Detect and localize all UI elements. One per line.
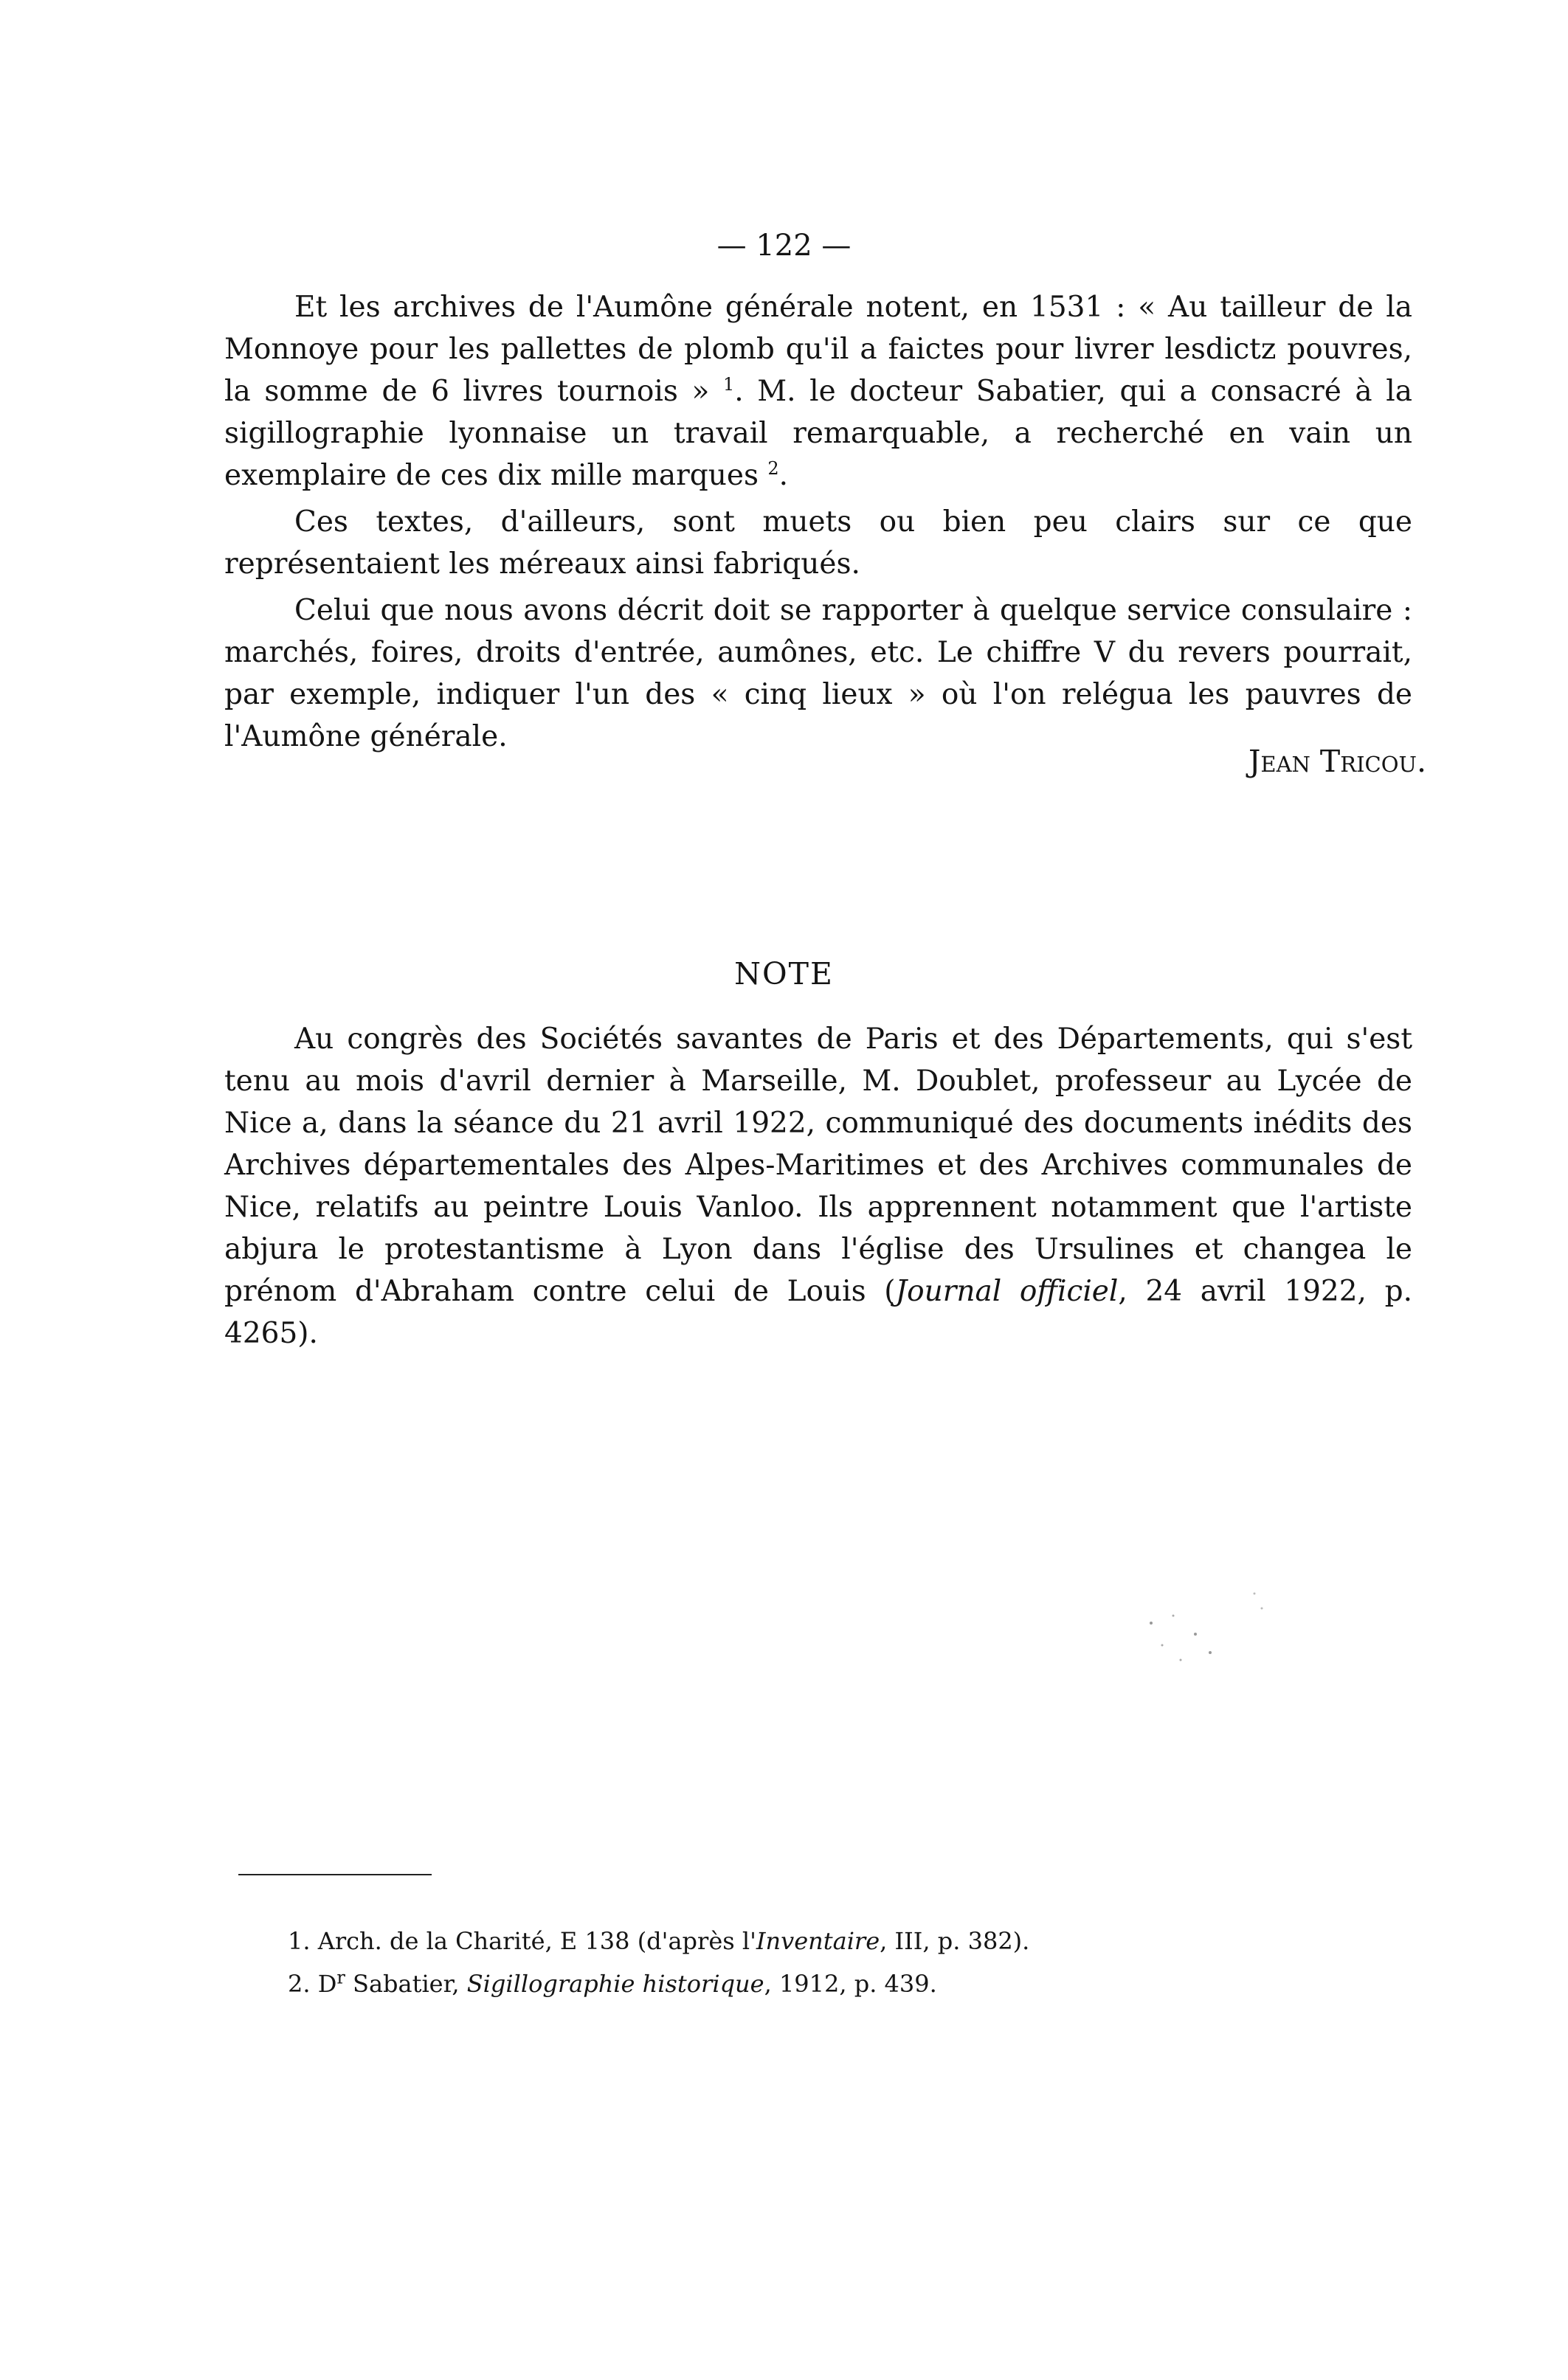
paper-specks <box>1107 1564 1291 1712</box>
footnote-2-number: 2. <box>288 1970 311 1998</box>
note-citation-open: ( <box>884 1275 896 1308</box>
footnote-2-text: Sabatier, <box>345 1970 467 1998</box>
paragraph-1 <box>224 286 1412 497</box>
footnote-1-title: Inventaire <box>756 1927 880 1955</box>
footnote-2-prefix-sup: r <box>336 1967 345 1988</box>
footnotes <box>288 1920 1321 2005</box>
footnote-separator <box>238 1874 432 1875</box>
footnote-1-number: 1. <box>288 1927 311 1955</box>
footnote-1-rest: , III, p. 382). <box>880 1927 1030 1955</box>
note-citation-title: Journal officiel <box>895 1275 1119 1308</box>
footnote-ref-1[interactable]: 1 <box>722 374 735 395</box>
paragraph-1-text-b: . M. le docteur Sabatier, qui a consacré à la sigillographie lyonnaise un travail remarquable, a recherché en vain un exemplaire de ces dix mille marques <box>224 375 1412 492</box>
note-text: Au congrès des Sociétés savantes de Paris et des Départements, qui s'est tenu au mois d'avril dernier à Marseille, M. Doublet, professeur au Lycée de Nice a, dans la séance du 21 avril 1922, communiqué des documents inédits des Archives départementales des Alpes-Maritimes et des Archives communales de Nice, relatifs au peintre Louis Vanloo. Ils apprennent notamment que l'artiste abjura le protestantisme à Lyon dans l'église des Ursulines et changea le prénom d'Abraham contre celui de Louis <box>224 1023 1412 1308</box>
note-paragraph <box>224 1018 1412 1355</box>
footnote-2 <box>288 1962 1321 2005</box>
footnote-1-text: Arch. de la Charité, E 138 (d'après l' <box>310 1927 756 1955</box>
footnote-2-prefix: D <box>310 1970 337 1998</box>
footnote-1 <box>288 1920 1321 1962</box>
author-signature: Jean Tricou. <box>1248 744 1426 779</box>
paragraph-2: Ces textes, d'ailleurs, sont muets ou bien peu clairs sur ce que représentaient les méreaux ainsi fabriqués. <box>224 505 1412 581</box>
article-body <box>224 286 1412 762</box>
paragraph-3: Celui que nous avons décrit doit se rapporter à quelque service consulaire : marchés, foires, droits d'entrée, aumônes, etc. Le chiffre V du revers pourrait, par exemple, indiquer l'un des « cinq lieux » où l'on relégua les pauvres de l'Aumône générale. <box>224 594 1412 753</box>
note-citation-rest: , 24 avril 1922, p. 4265). <box>224 1275 1412 1350</box>
paragraph-1-text-a: Et les archives de l'Aumône générale notent, en 1531 : « Au tailleur de la Monnoye pour les pallettes de plomb qu'il a faictes pour livrer lesdictz pouvres, la somme de 6 livres tournois » <box>224 291 1412 408</box>
note-body <box>224 1018 1412 1355</box>
footnote-2-rest: , 1912, p. 439. <box>764 1970 937 1998</box>
page-number: — 122 — <box>716 229 852 263</box>
footnote-ref-2[interactable]: 2 <box>767 458 779 479</box>
note-heading: NOTE <box>734 956 834 992</box>
paragraph-1-text-c: . <box>778 459 789 492</box>
footnote-2-title: Sigillographie historique <box>466 1970 764 1998</box>
